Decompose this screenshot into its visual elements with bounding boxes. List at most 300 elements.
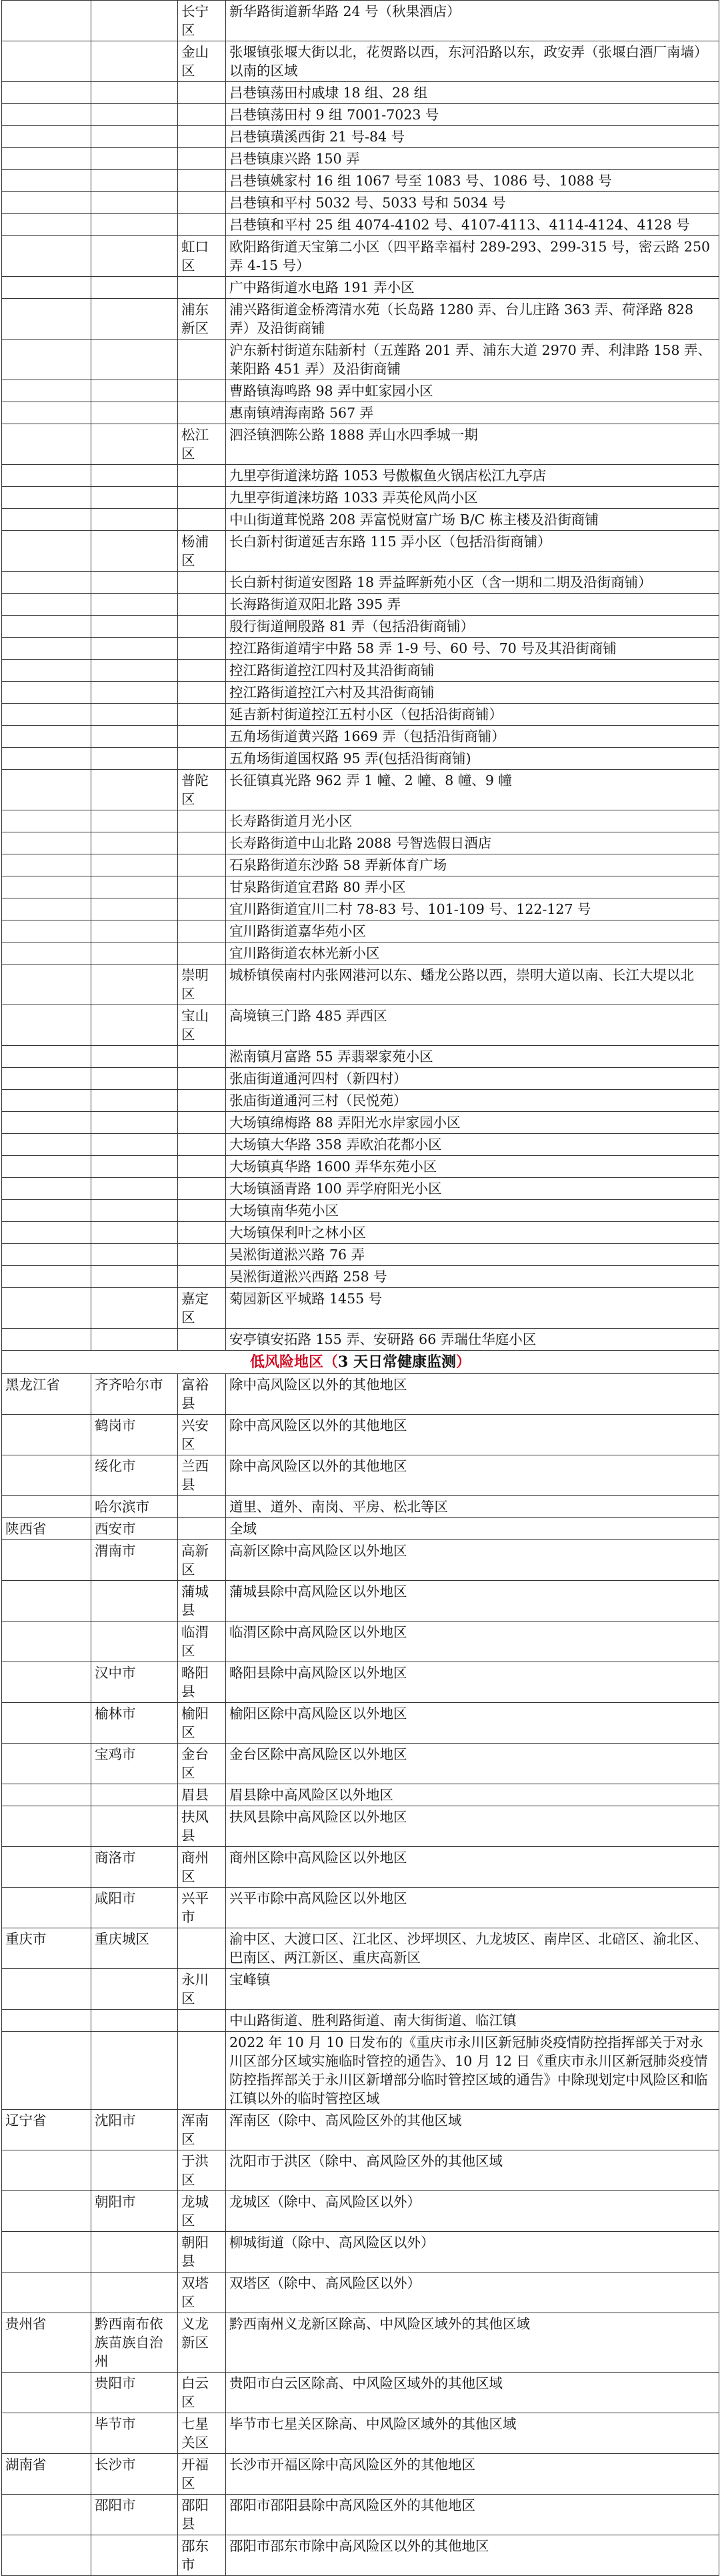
area-cell: 贵阳市白云区除高、中风险区域外的其他区域 <box>226 2373 719 2413</box>
province-cell <box>2 487 91 509</box>
city-cell <box>91 1969 178 2010</box>
area-cell: 吕巷镇姚家村 16 组 1067 号至 1083 号、1086 号、1088 号 <box>226 170 719 192</box>
city-cell: 汉中市 <box>91 1662 178 1703</box>
area-cell: 长白新村街道安图路 18 弄益晖新苑小区（含一期和二期及沿街商铺） <box>226 572 719 594</box>
county-cell: 七星关区 <box>178 2413 226 2454</box>
city-cell <box>91 1244 178 1266</box>
province-cell <box>2 1496 91 1518</box>
table-row <box>2 1847 719 1888</box>
district-cell <box>178 594 226 616</box>
county-cell: 义龙新区 <box>178 2313 226 2373</box>
province-cell <box>2 2150 91 2191</box>
area-cell: 大场镇涵青路 100 弄学府阳光小区 <box>226 1178 719 1200</box>
area-cell: 菊园新区平城路 1455 号 <box>226 1288 719 1329</box>
province-cell <box>2 148 91 170</box>
city-cell <box>91 2150 178 2191</box>
county-cell: 邵阳县 <box>178 2495 226 2535</box>
province-cell <box>2 1329 91 1351</box>
province-cell: 陕西省 <box>2 1518 91 1540</box>
table-row <box>2 2413 719 2454</box>
area-cell: 龙城区（除中、高风险区以外） <box>226 2191 719 2232</box>
area-cell: 惠南镇靖海南路 567 弄 <box>226 402 719 424</box>
province-cell <box>2 1888 91 1928</box>
table-row <box>2 402 719 424</box>
province-cell <box>2 616 91 638</box>
city-cell <box>91 660 178 682</box>
table-row <box>2 1703 719 1744</box>
table-row <box>2 487 719 509</box>
district-cell: 金山区 <box>178 41 226 82</box>
area-cell: 控江路街道控江六村及其沿街商铺 <box>226 682 719 704</box>
city-cell: 黔西南布依族苗族自治州 <box>91 2313 178 2373</box>
district-cell <box>178 126 226 148</box>
province-cell <box>2 1 91 41</box>
area-cell: 除中高风险区以外的其他地区 <box>226 1455 719 1496</box>
table-row <box>2 726 719 748</box>
city-cell <box>91 104 178 126</box>
section-title-red-end: ） <box>455 1353 471 1371</box>
province-cell <box>2 402 91 424</box>
area-cell: 宜川路街道农林光新小区 <box>226 942 719 964</box>
city-cell <box>91 2232 178 2273</box>
area-cell: 长寿路街道月光小区 <box>226 810 719 832</box>
city-cell: 重庆城区 <box>91 1928 178 1969</box>
area-cell: 全域 <box>226 1518 719 1540</box>
district-cell: 浦东新区 <box>178 299 226 340</box>
area-cell: 大场镇保利叶之林小区 <box>226 1222 719 1244</box>
province-cell <box>2 1200 91 1222</box>
area-cell: 黔西南州义龙新区除高、中风险区域外的其他区域 <box>226 2313 719 2373</box>
area-cell: 宜川路街道嘉华苑小区 <box>226 920 719 942</box>
area-cell: 临渭区除中高风险区以外地区 <box>226 1622 719 1662</box>
table-row <box>2 1046 719 1068</box>
area-cell: 宜川路街道宜川二村 78-83 号、101-109 号、122-127 号 <box>226 898 719 920</box>
area-cell: 中山路街道、胜利路街道、南大街街道、临江镇 <box>226 2010 719 2032</box>
table-row <box>2 148 719 170</box>
area-cell: 欧阳路街道天宝第二小区（四平路幸福村 289-293、299-315 号，密云路 250 弄 4-15 号） <box>226 236 719 277</box>
province-cell <box>2 726 91 748</box>
city-cell: 毕节市 <box>91 2413 178 2454</box>
province-cell <box>2 594 91 616</box>
city-cell <box>91 1806 178 1847</box>
province-cell <box>2 340 91 380</box>
table-row <box>2 1244 719 1266</box>
district-cell <box>178 832 226 854</box>
area-cell: 长征镇真光路 962 弄 1 幢、2 幢、8 幢、9 幢 <box>226 770 719 810</box>
city-cell <box>91 1266 178 1288</box>
area-cell: 吴淞街道淞兴路 76 弄 <box>226 1244 719 1266</box>
area-cell: 蒲城县除中高风险区以外地区 <box>226 1581 719 1622</box>
area-cell: 安亭镇安拓路 155 弄、安研路 66 弄瑞仕华庭小区 <box>226 1329 719 1351</box>
province-cell <box>2 104 91 126</box>
district-cell: 宝山区 <box>178 1005 226 1046</box>
province-cell <box>2 1090 91 1112</box>
area-cell: 五角场街道黄兴路 1669 弄（包括沿街商铺） <box>226 726 719 748</box>
area-cell: 泗泾镇泗陈公路 1888 弄山水四季城一期 <box>226 424 719 465</box>
area-cell: 吕巷镇荡田村戚埭 18 组、28 组 <box>226 82 719 104</box>
area-cell: 大场镇绵梅路 88 弄阳光水岸家园小区 <box>226 1112 719 1134</box>
district-cell: 杨浦区 <box>178 531 226 572</box>
district-cell: 崇明区 <box>178 964 226 1005</box>
district-cell: 松江区 <box>178 424 226 465</box>
city-cell: 榆林市 <box>91 1703 178 1744</box>
province-cell <box>2 964 91 1005</box>
county-cell: 浑南区 <box>178 2110 226 2150</box>
county-cell: 朝阳县 <box>178 2232 226 2273</box>
table-row <box>2 572 719 594</box>
province-cell <box>2 1662 91 1703</box>
area-cell: 中山街道茸悦路 208 弄富悦财富广场 B/C 栋主楼及沿街商铺 <box>226 509 719 531</box>
county-cell: 永川区 <box>178 1969 226 2010</box>
city-cell <box>91 1288 178 1329</box>
city-cell <box>91 704 178 726</box>
county-cell: 白云区 <box>178 2373 226 2413</box>
city-cell <box>91 170 178 192</box>
province-cell <box>2 810 91 832</box>
district-cell <box>178 148 226 170</box>
table-row <box>2 1496 719 1518</box>
city-cell <box>91 810 178 832</box>
area-cell: 张堰镇张堰大街以北，花贺路以西，东河沿路以东，政安弄（张堰白酒厂南墙）以南的区域 <box>226 41 719 82</box>
province-cell <box>2 854 91 876</box>
table-row <box>2 2313 719 2373</box>
province-cell <box>2 299 91 340</box>
area-cell: 大场镇南华苑小区 <box>226 1200 719 1222</box>
province-cell <box>2 192 91 214</box>
city-cell <box>91 1 178 41</box>
table-row <box>2 1518 719 1540</box>
area-cell: 渝中区、大渡口区、江北区、沙坪坝区、九龙坡区、南岸区、北碚区、渝北区、巴南区、两江新区、重庆高新区 <box>226 1928 719 1969</box>
area-cell: 柳城街道（除中、高风险区以外） <box>226 2232 719 2273</box>
table-row <box>2 1374 719 1415</box>
table-row <box>2 1540 719 1581</box>
city-cell <box>91 1329 178 1351</box>
table-row <box>2 2010 719 2032</box>
table-row <box>2 1156 719 1178</box>
area-cell: 浦兴路街道金桥湾清水苑（长岛路 1280 弄、台儿庄路 363 弄、荷泽路 828 弄）及沿街商铺 <box>226 299 719 340</box>
table-row <box>2 594 719 616</box>
table-row <box>2 942 719 964</box>
city-cell <box>91 1784 178 1806</box>
table-row <box>2 638 719 660</box>
city-cell <box>91 1222 178 1244</box>
county-cell: 兴平市 <box>178 1888 226 1928</box>
district-cell <box>178 660 226 682</box>
table-row <box>2 1005 719 1046</box>
county-cell: 眉县 <box>178 1784 226 1806</box>
district-cell <box>178 1200 226 1222</box>
province-cell <box>2 660 91 682</box>
province-cell <box>2 1847 91 1888</box>
province-cell <box>2 638 91 660</box>
table-row <box>2 1784 719 1806</box>
province-cell <box>2 465 91 487</box>
district-cell: 长宁区 <box>178 1 226 41</box>
province-cell <box>2 1622 91 1662</box>
city-cell: 哈尔滨市 <box>91 1496 178 1518</box>
area-cell: 双塔区（除中、高风险区以外） <box>226 2273 719 2313</box>
city-cell <box>91 898 178 920</box>
area-cell: 曹路镇海鸣路 98 弄中虹家园小区 <box>226 380 719 402</box>
city-cell: 渭南市 <box>91 1540 178 1581</box>
table-row <box>2 1744 719 1784</box>
county-cell: 富裕县 <box>178 1374 226 1415</box>
district-cell <box>178 572 226 594</box>
table-row <box>2 2495 719 2535</box>
city-cell <box>91 126 178 148</box>
risk-area-table <box>1 0 719 2576</box>
table-row <box>2 810 719 832</box>
area-cell: 邵阳市邵东市除中高风险区以外的其他地区 <box>226 2535 719 2576</box>
city-cell <box>91 82 178 104</box>
area-cell: 眉县除中高风险区以外地区 <box>226 1784 719 1806</box>
province-cell <box>2 770 91 810</box>
area-cell: 除中高风险区以外的其他地区 <box>226 1415 719 1455</box>
city-cell <box>91 531 178 572</box>
district-cell <box>178 214 226 236</box>
province-cell <box>2 572 91 594</box>
table-row <box>2 832 719 854</box>
city-cell <box>91 726 178 748</box>
city-cell <box>91 832 178 854</box>
city-cell <box>91 616 178 638</box>
district-cell <box>178 898 226 920</box>
district-cell <box>178 854 226 876</box>
province-cell: 辽宁省 <box>2 2110 91 2150</box>
area-cell: 长沙市开福区除中高风险区外的其他地区 <box>226 2454 719 2495</box>
city-cell <box>91 1090 178 1112</box>
table-row <box>2 748 719 770</box>
area-cell: 略阳县除中高风险区以外地区 <box>226 1662 719 1703</box>
city-cell <box>91 594 178 616</box>
county-cell: 邵东市 <box>178 2535 226 2576</box>
city-cell <box>91 236 178 277</box>
province-cell <box>2 898 91 920</box>
city-cell <box>91 380 178 402</box>
city-cell <box>91 2273 178 2313</box>
city-cell <box>91 465 178 487</box>
county-cell: 商州区 <box>178 1847 226 1888</box>
table-row <box>2 1662 719 1703</box>
area-cell: 吕巷镇璜溪西街 21 号-84 号 <box>226 126 719 148</box>
district-cell <box>178 277 226 299</box>
table-row <box>2 1090 719 1112</box>
area-cell: 沈阳市于洪区（除中、高风险区外的其他区域 <box>226 2150 719 2191</box>
city-cell <box>91 2535 178 2576</box>
low-risk-section-title <box>2 1351 719 1374</box>
city-cell <box>91 41 178 82</box>
table-row <box>2 82 719 104</box>
province-cell <box>2 2010 91 2032</box>
province-cell <box>2 1784 91 1806</box>
table-row <box>2 531 719 572</box>
city-cell <box>91 876 178 898</box>
city-cell <box>91 192 178 214</box>
district-cell <box>178 920 226 942</box>
table-row <box>2 1288 719 1329</box>
table-row <box>2 1134 719 1156</box>
city-cell <box>91 1200 178 1222</box>
province-cell <box>2 277 91 299</box>
district-cell <box>178 726 226 748</box>
city-cell <box>91 214 178 236</box>
table-row <box>2 1928 719 1969</box>
county-cell: 高新区 <box>178 1540 226 1581</box>
table-row <box>2 214 719 236</box>
city-cell <box>91 638 178 660</box>
county-cell: 龙城区 <box>178 2191 226 2232</box>
county-cell: 略阳县 <box>178 1662 226 1703</box>
area-cell: 石泉路街道东沙路 58 弄新体育广场 <box>226 854 719 876</box>
district-cell <box>178 1244 226 1266</box>
area-cell: 吕巷镇和平村 5032 号、5033 号和 5034 号 <box>226 192 719 214</box>
province-cell: 贵州省 <box>2 2313 91 2373</box>
city-cell <box>91 1622 178 1662</box>
county-cell: 双塔区 <box>178 2273 226 2313</box>
district-cell <box>178 942 226 964</box>
table-row <box>2 41 719 82</box>
province-cell <box>2 82 91 104</box>
province-cell <box>2 2273 91 2313</box>
county-cell: 榆阳区 <box>178 1703 226 1744</box>
table-row <box>2 1222 719 1244</box>
table-row <box>2 1622 719 1662</box>
city-cell <box>91 572 178 594</box>
area-cell: 道里、道外、南岗、平房、松北等区 <box>226 1496 719 1518</box>
province-cell <box>2 1068 91 1090</box>
province-cell <box>2 2373 91 2413</box>
province-cell: 重庆市 <box>2 1928 91 1969</box>
section-title-black: 3 天日常健康监测 <box>338 1353 456 1371</box>
province-cell <box>2 170 91 192</box>
city-cell <box>91 424 178 465</box>
risk-area-table-body <box>2 1 719 2576</box>
district-cell: 普陀区 <box>178 770 226 810</box>
district-cell <box>178 616 226 638</box>
table-row <box>2 2150 719 2191</box>
city-cell <box>91 402 178 424</box>
county-cell: 开福区 <box>178 2454 226 2495</box>
table-row <box>2 770 719 810</box>
table-row <box>2 2191 719 2232</box>
province-cell <box>2 920 91 942</box>
city-cell: 齐齐哈尔市 <box>91 1374 178 1415</box>
area-cell: 宝峰镇 <box>226 1969 719 2010</box>
district-cell: 虹口区 <box>178 236 226 277</box>
table-row <box>2 2535 719 2576</box>
area-cell: 浑南区（除中、高风险区外的其他区域 <box>226 2110 719 2150</box>
table-row <box>2 1200 719 1222</box>
province-cell <box>2 1540 91 1581</box>
province-cell <box>2 876 91 898</box>
section-header-row <box>2 1351 719 1374</box>
county-cell: 扶风县 <box>178 1806 226 1847</box>
table-row <box>2 1455 719 1496</box>
district-cell <box>178 1134 226 1156</box>
province-cell <box>2 682 91 704</box>
area-cell: 吴淞街道淞兴西路 258 号 <box>226 1266 719 1288</box>
county-cell <box>178 1518 226 1540</box>
area-cell: 榆阳区除中高风险区以外地区 <box>226 1703 719 1744</box>
province-cell <box>2 1046 91 1068</box>
province-cell <box>2 1969 91 2010</box>
city-cell <box>91 148 178 170</box>
district-cell <box>178 192 226 214</box>
province-cell <box>2 41 91 82</box>
table-row <box>2 126 719 148</box>
table-row <box>2 2232 719 2273</box>
area-cell: 城桥镇侯南村内张网港河以东、蟠龙公路以西，崇明大道以南、长江大堤以北 <box>226 964 719 1005</box>
province-cell <box>2 1266 91 1288</box>
city-cell <box>91 2010 178 2032</box>
district-cell <box>178 1112 226 1134</box>
province-cell <box>2 1455 91 1496</box>
table-row <box>2 170 719 192</box>
county-cell <box>178 2032 226 2110</box>
county-cell <box>178 2010 226 2032</box>
area-cell: 兴平市除中高风险区以外地区 <box>226 1888 719 1928</box>
province-cell <box>2 1112 91 1134</box>
county-cell: 临渭区 <box>178 1622 226 1662</box>
city-cell <box>91 277 178 299</box>
province-cell <box>2 2032 91 2110</box>
area-cell: 控江路街道靖宇中路 58 弄 1-9 号、60 号、70 号及其沿街商铺 <box>226 638 719 660</box>
province-cell <box>2 424 91 465</box>
district-cell <box>178 1090 226 1112</box>
city-cell <box>91 1178 178 1200</box>
province-cell <box>2 1744 91 1784</box>
table-row <box>2 1 719 41</box>
area-cell: 张庙街道通河四村（新四村） <box>226 1068 719 1090</box>
county-cell: 金台区 <box>178 1744 226 1784</box>
district-cell <box>178 487 226 509</box>
city-cell: 朝阳市 <box>91 2191 178 2232</box>
district-cell <box>178 1156 226 1178</box>
table-row <box>2 340 719 380</box>
table-row <box>2 2110 719 2150</box>
district-cell <box>178 1178 226 1200</box>
area-cell: 吕巷镇荡田村 9 组 7001-7023 号 <box>226 104 719 126</box>
city-cell <box>91 770 178 810</box>
table-row <box>2 2454 719 2495</box>
area-cell: 高新区除中高风险区以外地区 <box>226 1540 719 1581</box>
county-cell: 兴安区 <box>178 1415 226 1455</box>
province-cell <box>2 748 91 770</box>
district-cell <box>178 465 226 487</box>
table-row <box>2 1112 719 1134</box>
city-cell <box>91 340 178 380</box>
city-cell: 西安市 <box>91 1518 178 1540</box>
city-cell <box>91 964 178 1005</box>
county-cell <box>178 1496 226 1518</box>
table-row <box>2 1329 719 1351</box>
city-cell: 商洛市 <box>91 1847 178 1888</box>
area-cell: 延吉新村街道控江五村小区（包括沿街商铺） <box>226 704 719 726</box>
district-cell <box>178 682 226 704</box>
table-row <box>2 277 719 299</box>
city-cell <box>91 748 178 770</box>
province-cell: 湖南省 <box>2 2454 91 2495</box>
city-cell <box>91 1046 178 1068</box>
table-row <box>2 2373 719 2413</box>
city-cell <box>91 487 178 509</box>
city-cell <box>91 1112 178 1134</box>
area-cell: 2022 年 10 月 10 日发布的《重庆市永川区新冠肺炎疫情防控指挥部关于对永川区部分区域实施临时管控的通告》、10 月 12 日《重庆市永川区新冠肺炎疫情防控指挥部关于永川区新增部分临时管控区域的通告》中除现划定中风险区和临江镇以外的临时管控区域 <box>226 2032 719 2110</box>
city-cell <box>91 1068 178 1090</box>
district-cell <box>178 1266 226 1288</box>
area-cell: 广中路街道水电路 191 弄小区 <box>226 277 719 299</box>
district-cell <box>178 380 226 402</box>
